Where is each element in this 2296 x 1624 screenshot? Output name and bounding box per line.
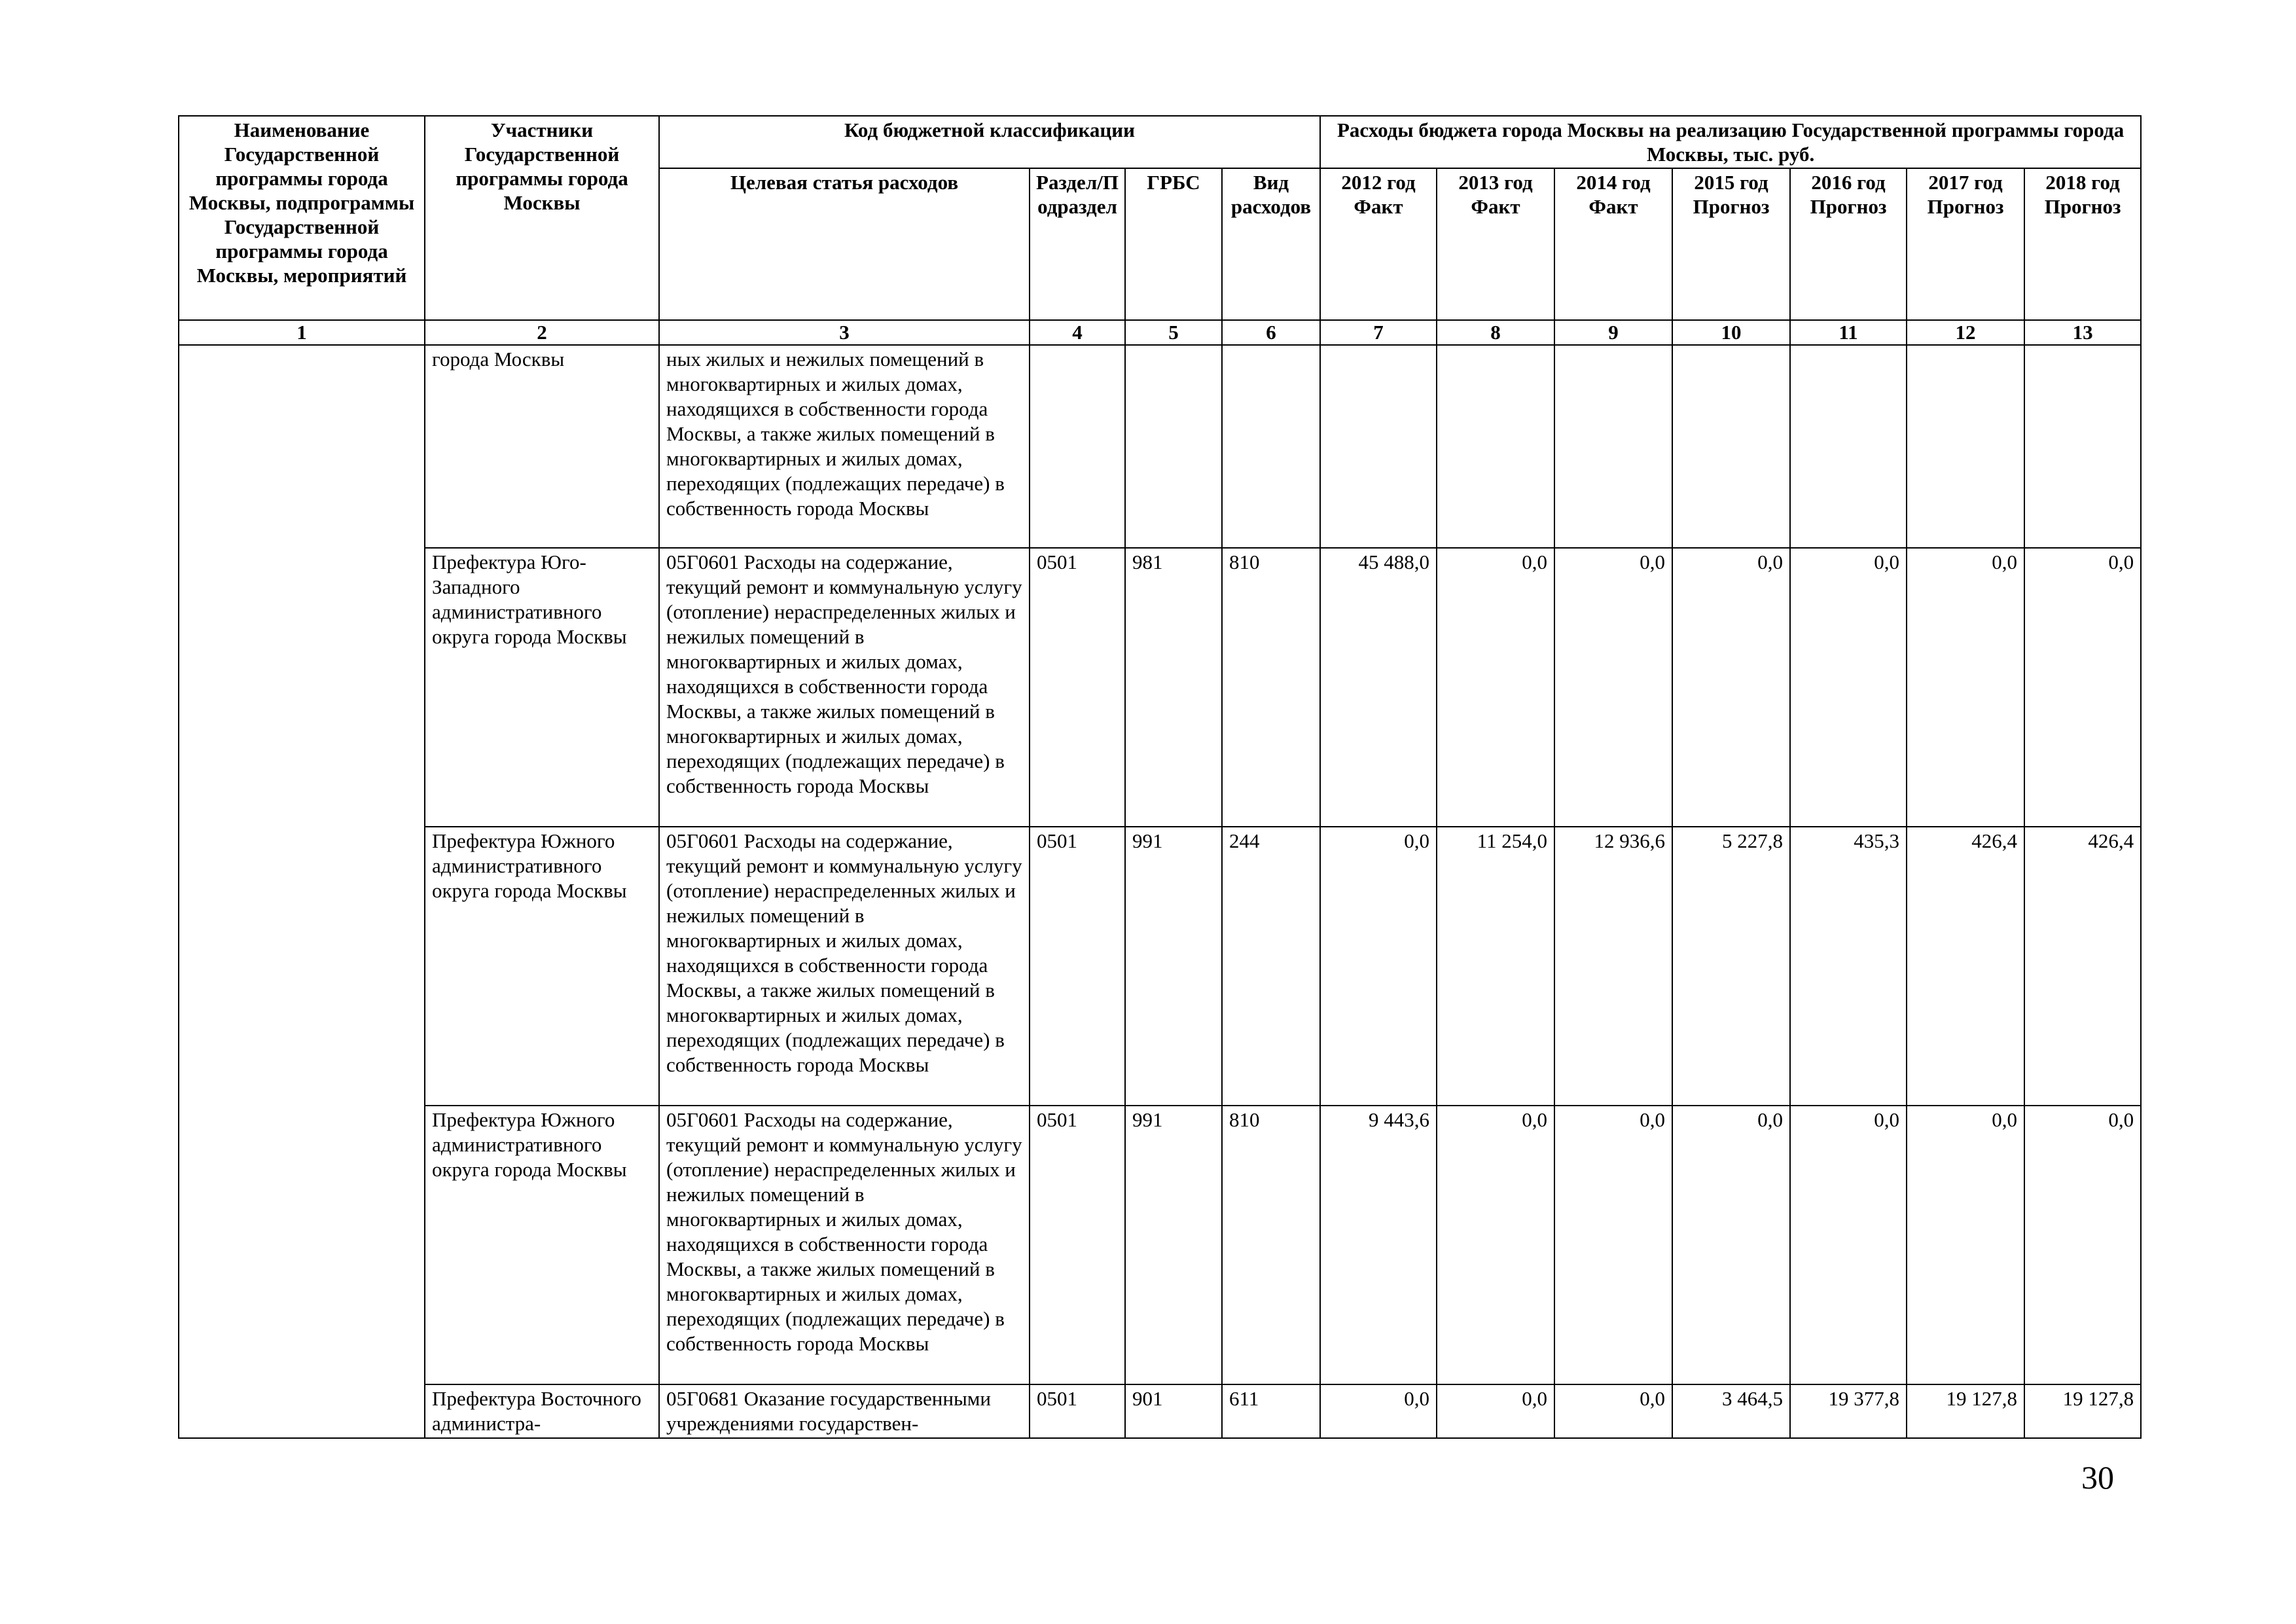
razdel-cell: 0501 [1030,1106,1125,1384]
grbs-cell: 991 [1125,1106,1222,1384]
participant-cell: Префектура Южного административного округа города Москвы [425,827,659,1106]
value-2015: 5 227,8 [1672,827,1790,1106]
value-2013: 0,0 [1437,1106,1554,1384]
header-program-name: Наименование Государственной программы города Москвы, подпрограммы Государственной программы города Москвы, мероприятий [179,116,425,320]
vid-cell: 244 [1222,827,1320,1106]
value-2017: 19 127,8 [1907,1384,2024,1438]
value-2017: 0,0 [1907,548,2024,827]
value-2018: 19 127,8 [2024,1384,2141,1438]
value-2015: 3 464,5 [1672,1384,1790,1438]
grbs-cell [1125,345,1222,548]
column-number: 3 [659,320,1030,345]
vid-cell: 810 [1222,1106,1320,1384]
vid-cell [1222,345,1320,548]
grbs-cell: 901 [1125,1384,1222,1438]
column-number: 5 [1125,320,1222,345]
header-year-2018: 2018 год Прогноз [2024,168,2141,320]
value-2012: 0,0 [1320,1384,1437,1438]
header-participants: Участники Государственной программы города Москвы [425,116,659,320]
value-2015: 0,0 [1672,548,1790,827]
razdel-cell: 0501 [1030,1384,1125,1438]
column-number: 7 [1320,320,1437,345]
column-number: 10 [1672,320,1790,345]
column-number: 13 [2024,320,2141,345]
header-expenses: Расходы бюджета города Москвы на реализацию Государственной программы города Москвы, тыс. руб. [1320,116,2141,168]
value-2013: 11 254,0 [1437,827,1554,1106]
value-2014 [1554,345,1672,548]
table-row [179,548,2141,827]
column-number: 9 [1554,320,1672,345]
header-budget-code: Код бюджетной классификации [659,116,1320,168]
column-number: 12 [1907,320,2024,345]
participant-cell: Префектура Восточного администра- [425,1384,659,1438]
column-number: 4 [1030,320,1125,345]
header-year-2017: 2017 год Прогноз [1907,168,2024,320]
header-year-2014: 2014 год Факт [1554,168,1672,320]
page-number: 30 [2081,1459,2114,1496]
vid-cell: 810 [1222,548,1320,827]
column-number: 1 [179,320,425,345]
column-number: 2 [425,320,659,345]
table-row [179,345,2141,548]
grbs-cell: 981 [1125,548,1222,827]
value-2014: 0,0 [1554,1384,1672,1438]
target-article-cell: 05Г0601 Расходы на содержание, текущий ремонт и коммунальную услугу (отопление) нераспределенных жилых и нежилых помещений в многоквартирных и жилых домах, находящихся в собственности города Москвы, а также жилых помещений в многоквартирных и жилых домах, переходящих (подлежащих передаче) в собственность города Москвы [659,827,1030,1106]
header-razdel: Раздел/Подраздел [1030,168,1125,320]
vid-cell: 611 [1222,1384,1320,1438]
participant-cell: Префектура Южного административного округа города Москвы [425,1106,659,1384]
value-2018: 0,0 [2024,548,2141,827]
target-article-cell: 05Г0601 Расходы на содержание, текущий ремонт и коммунальную услугу (отопление) нераспределенных жилых и нежилых помещений в многоквартирных и жилых домах, находящихся в собственности города Москвы, а также жилых помещений в многоквартирных и жилых домах, переходящих (подлежащих передаче) в собственность города Москвы [659,548,1030,827]
value-2017: 426,4 [1907,827,2024,1106]
table-row [179,827,2141,1106]
column-number: 11 [1790,320,1907,345]
value-2017 [1907,345,2024,548]
column-number-row [179,320,2141,345]
column-number: 6 [1222,320,1320,345]
table-row [179,1384,2141,1438]
value-2017: 0,0 [1907,1106,2024,1384]
value-2016: 0,0 [1790,1106,1907,1384]
value-2014: 0,0 [1554,1106,1672,1384]
target-article-cell: 05Г0681 Оказание государственными учреждениями государствен- [659,1384,1030,1438]
target-article-cell: 05Г0601 Расходы на содержание, текущий ремонт и коммунальную услугу (отопление) нераспределенных жилых и нежилых помещений в многоквартирных и жилых домах, находящихся в собственности города Москвы, а также жилых помещений в многоквартирных и жилых домах, переходящих (подлежащих передаче) в собственность города Москвы [659,1106,1030,1384]
razdel-cell: 0501 [1030,827,1125,1106]
header-year-2016: 2016 год Прогноз [1790,168,1907,320]
value-2015 [1672,345,1790,548]
participant-cell: Префектура Юго-Западного административного округа города Москвы [425,548,659,827]
program-name-cell [179,345,425,1438]
value-2016 [1790,345,1907,548]
value-2012: 45 488,0 [1320,548,1437,827]
value-2013: 0,0 [1437,548,1554,827]
value-2016: 19 377,8 [1790,1384,1907,1438]
value-2015: 0,0 [1672,1106,1790,1384]
column-number: 8 [1437,320,1554,345]
value-2014: 0,0 [1554,548,1672,827]
value-2013: 0,0 [1437,1384,1554,1438]
value-2018 [2024,345,2141,548]
budget-table [178,115,2142,1439]
header-year-2012: 2012 год Факт [1320,168,1437,320]
value-2012 [1320,345,1437,548]
header-target-article: Целевая статья расходов [659,168,1030,320]
header-year-2015: 2015 год Прогноз [1672,168,1790,320]
value-2014: 12 936,6 [1554,827,1672,1106]
value-2018: 0,0 [2024,1106,2141,1384]
value-2013 [1437,345,1554,548]
razdel-cell: 0501 [1030,548,1125,827]
header-row-1 [179,116,2141,168]
header-year-2013: 2013 год Факт [1437,168,1554,320]
participant-cell: города Москвы [425,345,659,548]
value-2012: 0,0 [1320,827,1437,1106]
value-2016: 435,3 [1790,827,1907,1106]
value-2016: 0,0 [1790,548,1907,827]
grbs-cell: 991 [1125,827,1222,1106]
header-grbs: ГРБС [1125,168,1222,320]
table-row [179,1106,2141,1384]
header-vid: Вид расходов [1222,168,1320,320]
value-2018: 426,4 [2024,827,2141,1106]
target-article-cell: ных жилых и нежилых помещений в многоквартирных и жилых домах, находящихся в собственности города Москвы, а также жилых помещений в многоквартирных и жилых домах, переходящих (подлежащих передаче) в собственность города Москвы [659,345,1030,548]
value-2012: 9 443,6 [1320,1106,1437,1384]
razdel-cell [1030,345,1125,548]
